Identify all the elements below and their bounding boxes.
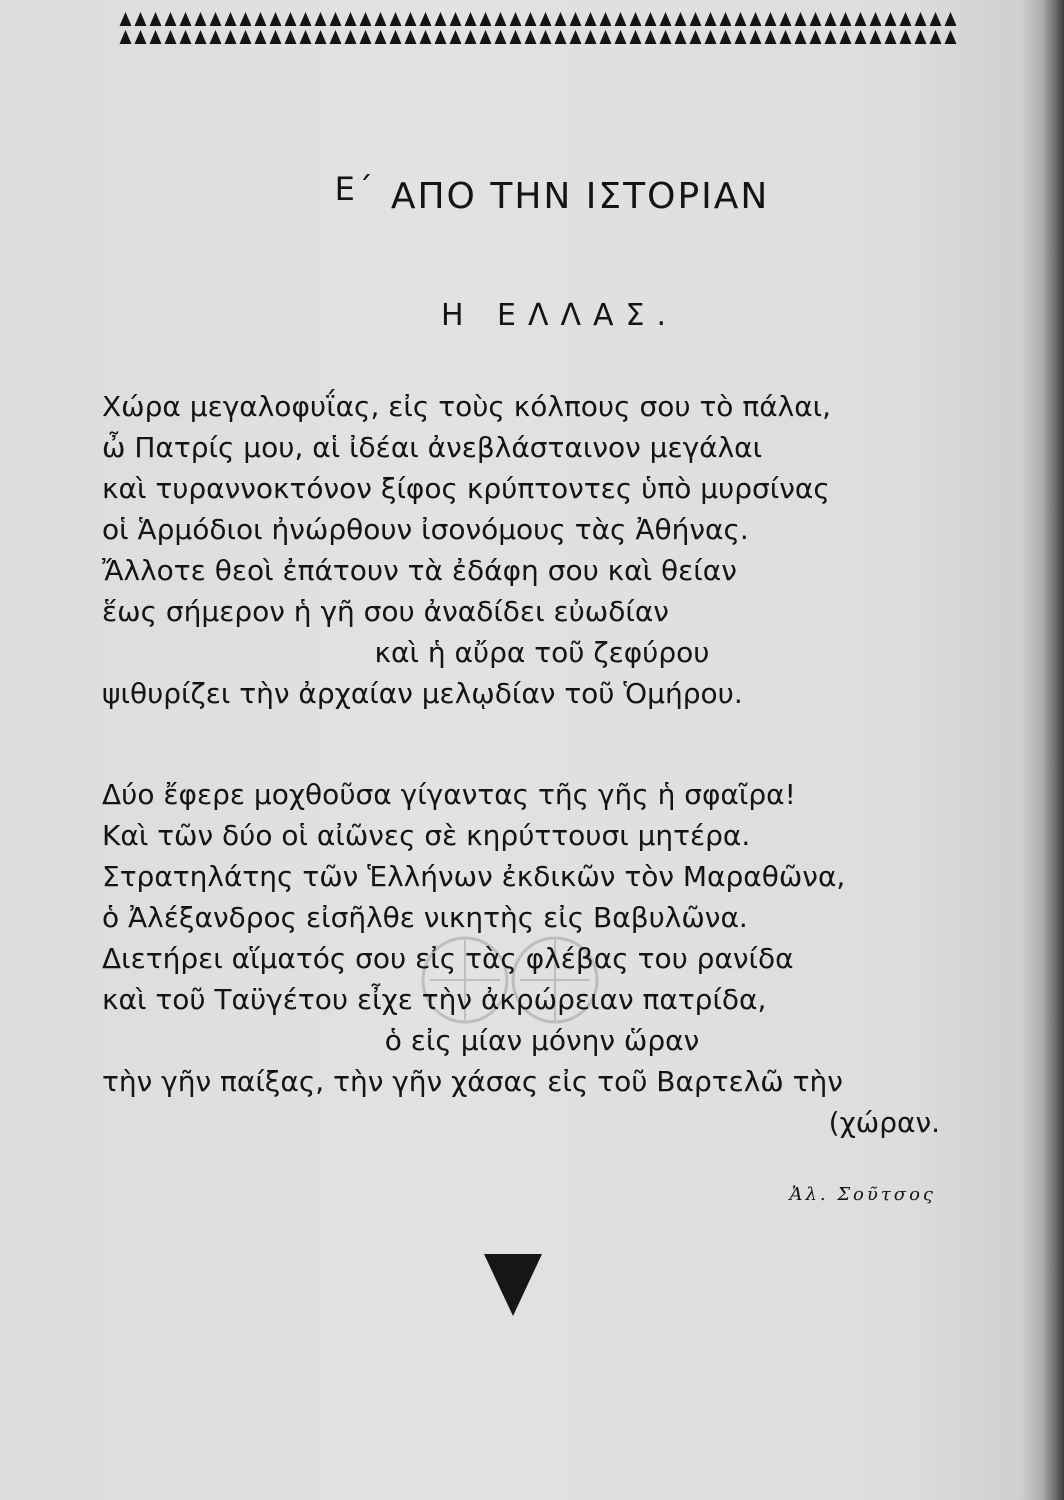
border-triangle-icon [570,12,582,26]
border-triangle-icon [240,30,252,44]
border-triangle-icon [780,30,792,44]
border-triangle-icon [195,12,207,26]
border-triangle-icon [870,30,882,44]
down-triangle-ornament-icon [484,1254,542,1316]
border-triangle-icon [150,30,162,44]
border-triangle-icon [480,12,492,26]
border-triangle-icon [855,12,867,26]
border-triangle-icon [945,12,957,26]
border-triangle-icon [150,12,162,26]
border-triangle-icon [645,12,657,26]
border-triangle-icon [180,12,192,26]
border-triangle-icon [750,12,762,26]
border-triangle-icon [315,30,327,44]
border-triangle-icon [525,12,537,26]
border-triangle-icon [300,30,312,44]
poem-line: Χώρα μεγαλοφυΐας, εἰς τοὺς κόλπους σου τὸ πάλαι, [102,390,832,423]
poem-line: ὦ Πατρίς μου, αἱ ἰδέαι ἀνεβλάσταινον μεγάλαι [102,431,763,464]
border-triangle-icon [165,12,177,26]
border-triangle-icon [315,12,327,26]
border-triangle-icon [210,30,222,44]
border-triangle-icon [750,30,762,44]
border-triangle-icon [540,30,552,44]
border-triangle-icon [855,30,867,44]
border-triangle-icon [555,30,567,44]
border-triangle-icon [840,30,852,44]
border-triangle-icon [600,30,612,44]
border-triangle-icon [720,30,732,44]
border-triangle-icon [405,30,417,44]
section-heading [0,170,1064,217]
poem-line: ψιθυρίζει τὴν ἀρχαίαν μελῳδίαν τοῦ Ὁμήρου. [102,677,743,710]
border-triangle-icon [660,30,672,44]
border-triangle-icon [735,30,747,44]
border-triangle-icon [825,12,837,26]
border-triangle-icon [135,30,147,44]
section-number: Ε΄ [334,170,375,208]
border-triangle-icon [780,12,792,26]
border-triangle-icon [285,30,297,44]
border-triangle-icon [330,30,342,44]
border-triangle-icon [225,30,237,44]
triangle-row-border-icon [118,10,958,46]
border-triangle-icon [765,30,777,44]
border-triangle-icon [630,30,642,44]
border-triangle-icon [360,30,372,44]
section-title: ΑΠΟ ΤΗΝ ΙΣΤΟΡΙΑΝ [390,176,770,217]
stanza-2 [102,774,962,1143]
border-triangle-icon [735,12,747,26]
poem-line: Καὶ τῶν δύο οἱ αἰῶνες σὲ κηρύττουσι μητέρα. [102,819,751,852]
poem-line: Στρατηλάτης τῶν Ἑλλήνων ἐκδικῶν τὸν Μαραθῶνα, [102,860,846,893]
border-triangle-icon [450,30,462,44]
border-triangle-icon [900,12,912,26]
poem-line: (χώραν. [828,1106,940,1139]
border-triangle-icon [900,30,912,44]
border-triangle-icon [300,12,312,26]
poem-title: Η ΕΛΛΑΣ. [440,298,679,333]
border-triangle-icon [255,12,267,26]
border-triangle-icon [435,30,447,44]
border-triangle-icon [210,12,222,26]
border-triangle-icon [555,12,567,26]
poem-line: Ἄλλοτε θεοὶ ἐπάτουν τὰ ἐδάφη σου καὶ θείαν [102,554,737,587]
poem-line: καὶ τυραννοκτόνον ξίφος κρύπτοντες ὑπὸ μυρσίνας [102,472,830,505]
border-triangle-icon [495,12,507,26]
border-triangle-icon [810,30,822,44]
border-triangle-icon [675,12,687,26]
border-triangle-icon [585,12,597,26]
border-triangle-icon [240,12,252,26]
poem-line: Δύο ἔφερε μοχθοῦσα γίγαντας τῆς γῆς ἡ σφαῖρα! [102,778,796,811]
border-triangle-icon [705,12,717,26]
border-triangle-icon [795,30,807,44]
border-triangle-icon [615,30,627,44]
border-triangle-icon [825,30,837,44]
border-triangle-icon [945,30,957,44]
border-triangle-icon [705,30,717,44]
border-triangle-icon [375,12,387,26]
border-triangle-icon [420,30,432,44]
poem-line: καὶ τοῦ Ταϋγέτου εἶχε τὴν ἀκρώρειαν πατρίδα, [102,983,767,1016]
border-triangle-icon [255,30,267,44]
border-triangle-icon [570,30,582,44]
border-triangle-icon [465,30,477,44]
border-triangle-icon [690,12,702,26]
border-triangle-icon [120,12,132,26]
border-triangle-icon [645,30,657,44]
stanza-1 [102,386,962,714]
border-triangle-icon [600,12,612,26]
border-triangle-icon [450,12,462,26]
border-triangle-icon [765,12,777,26]
poem-line: ὁ εἰς μίαν μόνην ὥραν [384,1024,700,1057]
border-triangle-icon [795,12,807,26]
border-triangle-icon [540,12,552,26]
border-triangle-icon [915,12,927,26]
poem-line: οἱ Ἁρμόδιοι ἠνώρθουν ἰσονόμους τὰς Ἀθήνας. [102,513,749,546]
border-triangle-icon [435,12,447,26]
border-triangle-icon [195,30,207,44]
author-signature: Ἀλ. Σοῦτσος [789,1184,936,1205]
border-triangle-icon [465,12,477,26]
border-triangle-icon [885,30,897,44]
poem-line: τὴν γῆν παίξας, τὴν γῆν χάσας εἰς τοῦ Βαρτελῶ τὴν [102,1065,843,1098]
border-triangle-icon [615,12,627,26]
border-triangle-icon [810,12,822,26]
border-triangle-icon [720,12,732,26]
border-triangle-icon [675,30,687,44]
border-triangle-icon [270,30,282,44]
border-triangle-icon [225,12,237,26]
border-triangle-icon [345,30,357,44]
border-triangle-icon [495,30,507,44]
border-triangle-icon [330,12,342,26]
border-triangle-icon [285,12,297,26]
border-triangle-icon [375,30,387,44]
border-triangle-icon [345,12,357,26]
border-triangle-icon [525,30,537,44]
border-triangle-icon [870,12,882,26]
border-triangle-icon [510,12,522,26]
poem-line: Διετήρει αἵματός σου εἰς τὰς φλέβας του ρανίδα [102,942,794,975]
border-triangle-icon [585,30,597,44]
poem-line: ὁ Ἀλέξανδρος εἰσῆλθε νικητὴς εἰς Βαβυλῶνα. [102,901,748,934]
border-triangle-icon [930,12,942,26]
border-triangle-icon [390,30,402,44]
border-triangle-icon [270,12,282,26]
poem-line: ἕως σήμερον ἡ γῆ σου ἀναδίδει εὐωδίαν [102,595,669,628]
book-spine-shadow [1042,0,1064,1500]
border-triangle-icon [120,30,132,44]
border-triangle-icon [915,30,927,44]
border-triangle-icon [480,30,492,44]
border-triangle-icon [885,12,897,26]
border-triangle-icon [390,12,402,26]
border-triangle-icon [180,30,192,44]
border-triangle-icon [405,12,417,26]
border-triangle-icon [360,12,372,26]
border-triangle-icon [690,30,702,44]
border-triangle-icon [660,12,672,26]
border-triangle-icon [840,12,852,26]
border-triangle-icon [930,30,942,44]
border-triangle-icon [165,30,177,44]
border-triangle-icon [420,12,432,26]
border-triangle-icon [630,12,642,26]
poem-line: καὶ ἡ αὔρα τοῦ ζεφύρου [374,636,710,669]
border-triangle-icon [510,30,522,44]
border-triangle-icon [135,12,147,26]
